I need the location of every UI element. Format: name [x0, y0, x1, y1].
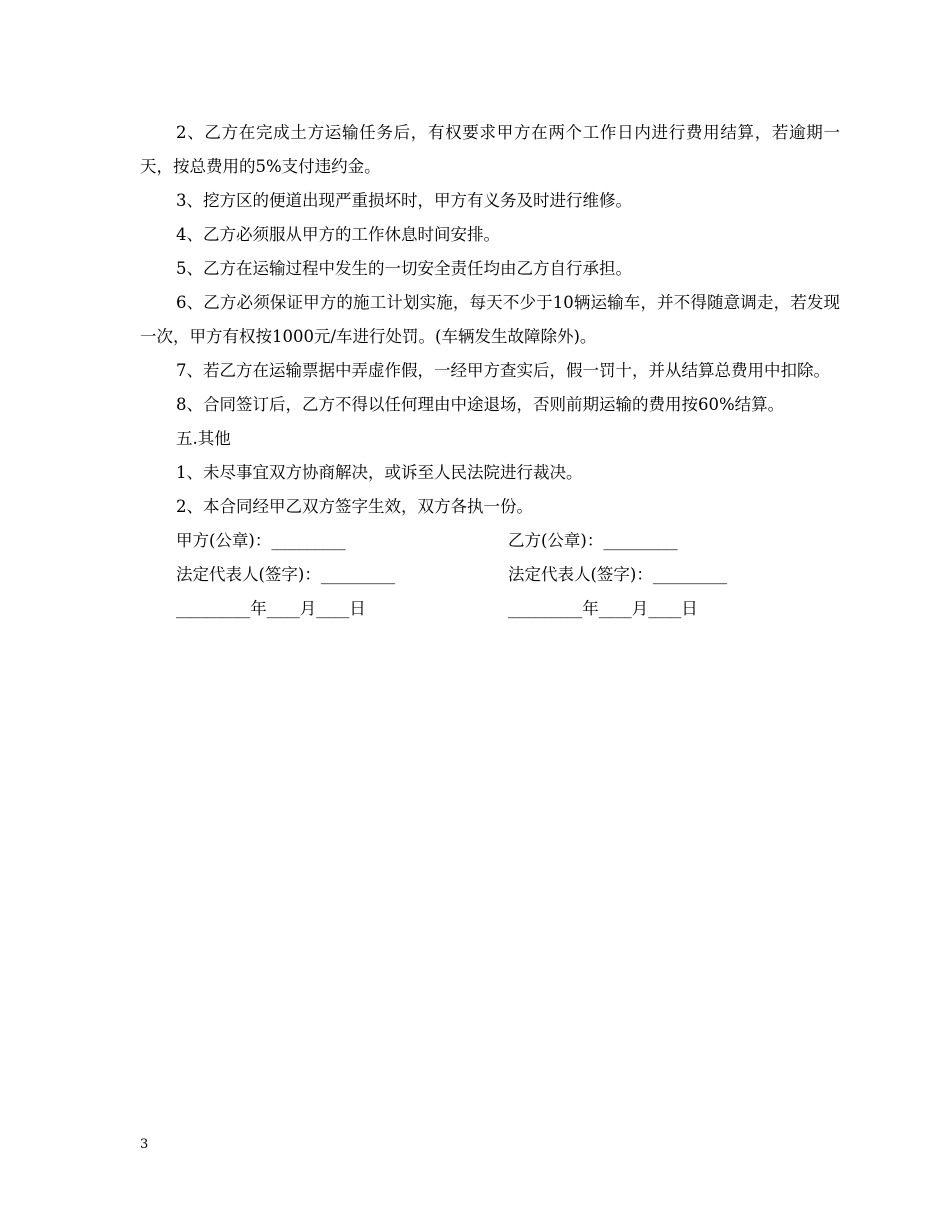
- party-b-representative-field: 法定代表人(签字)：_________: [508, 565, 728, 584]
- clause-6-vehicles: 6、乙方必须保证甲方的施工计划实施，每天不少于10辆运输车，并不得随意调走，若发现一次，甲方有权按1000元/车进行处罚。(车辆发生故障除外)。: [140, 293, 840, 346]
- other-item-2: 2、本合同经甲乙双方签字生效，双方各执一份。: [176, 497, 533, 516]
- party-a-seal-field: 甲方(公章)：_________: [176, 531, 346, 550]
- party-a-date-field: _________年____月____日: [176, 599, 366, 618]
- party-a-representative-field: 法定代表人(签字)：_________: [176, 565, 396, 584]
- clause-4-work-schedule: 4、乙方必须服从甲方的工作休息时间安排。: [176, 225, 500, 244]
- contract-body: [140, 116, 840, 626]
- clause-2-settlement: 2、乙方在完成土方运输任务后，有权要求甲方在两个工作日内进行费用结算，若逾期一天，按总费用的5%支付违约金。: [140, 123, 840, 176]
- clause-8-withdrawal: 8、合同签订后，乙方不得以任何理由中途退场，否则前期运输的费用按60%结算。: [176, 395, 785, 414]
- other-item-1: 1、未尽事宜双方协商解决，或诉至人民法院进行裁决。: [176, 463, 583, 482]
- section-heading-other: 五.其他: [176, 429, 231, 448]
- clause-5-safety: 5、乙方在运输过程中发生的一切安全责任均由乙方自行承担。: [176, 259, 632, 278]
- signature-seal-row: [140, 524, 840, 558]
- clause-3-road-repair: 3、挖方区的便道出现严重损坏时，甲方有义务及时进行维修。: [176, 191, 632, 210]
- signature-date-row: [140, 592, 840, 626]
- signature-representative-row: [140, 558, 840, 592]
- page-number: 3: [140, 1137, 149, 1152]
- clause-7-fraud: 7、若乙方在运输票据中弄虚作假，一经甲方查实后，假一罚十，并从结算总费用中扣除。: [176, 361, 830, 380]
- party-b-seal-field: 乙方(公章)：_________: [508, 531, 678, 550]
- party-b-date-field: _________年____月____日: [508, 599, 698, 618]
